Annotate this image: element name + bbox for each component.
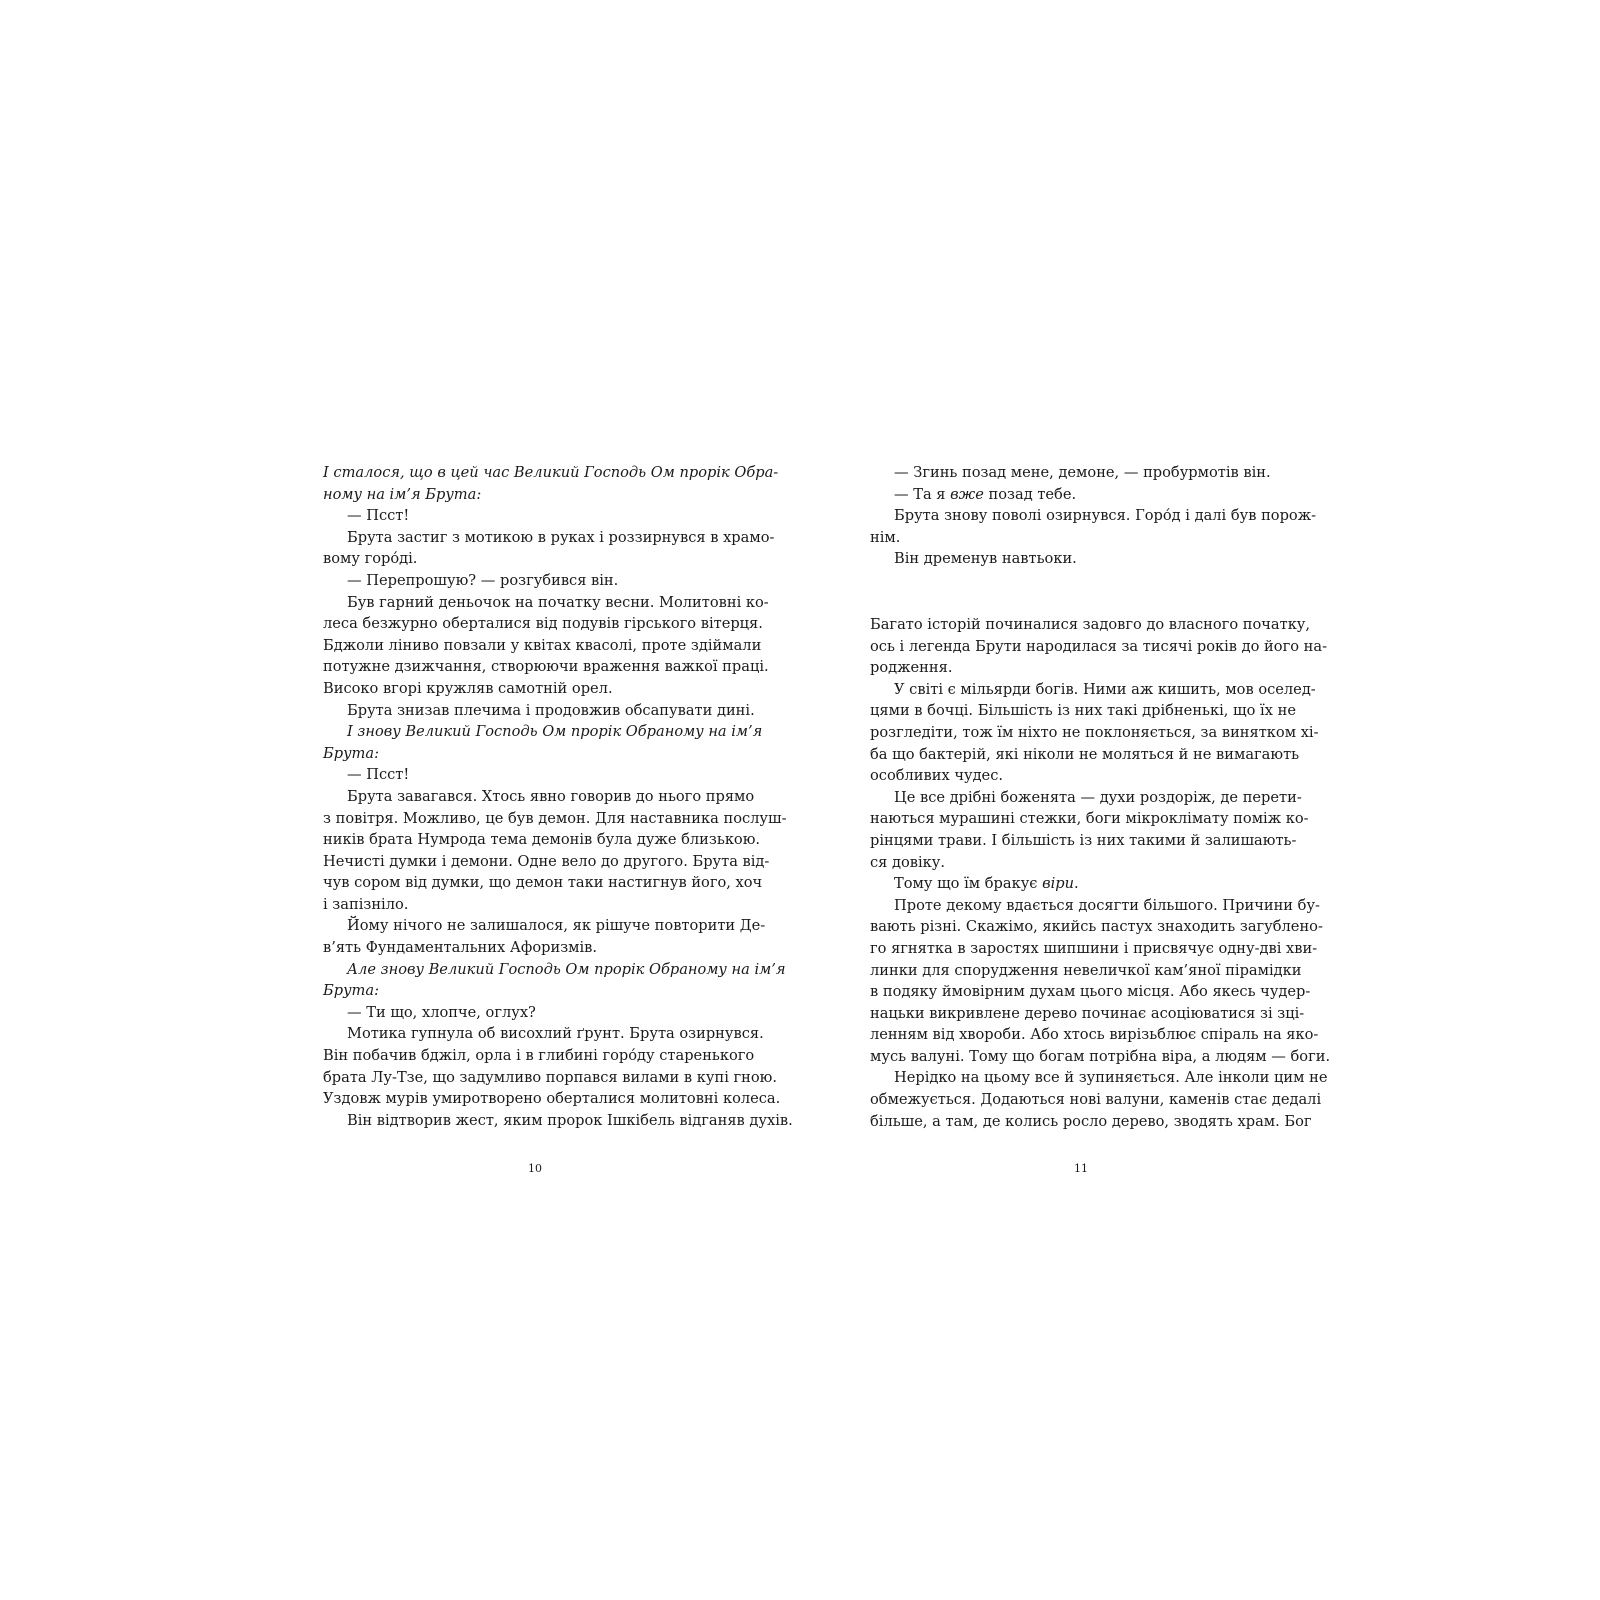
text-line: го ягнятка в заростях шипшини і присвячує одну-дві хви- bbox=[870, 939, 1318, 957]
text-line: Проте декому вдається досягти більшого. Причини бу- bbox=[894, 896, 1320, 914]
text-line: потужне дзижчання, створюючи враження важкої праці. bbox=[323, 658, 769, 676]
text-line: Це все дрібні боженята — духи роздоріж, де перети- bbox=[894, 788, 1302, 806]
text-line: ників брата Нумрода тема демонів була дуже близькою. bbox=[323, 831, 761, 849]
text-line: брата Лу-Тзе, що задумливо порпався вилами в купі гною. bbox=[323, 1068, 778, 1086]
text-line: родження. bbox=[870, 659, 953, 677]
text-line: в’ять Фундаментальних Афоризмів. bbox=[323, 939, 598, 957]
text-line: нацьки викривлене дерево починає асоціюватися зі зці- bbox=[870, 1004, 1305, 1022]
text-line: Брута знизав плечима і продовжив обсапувати дині. bbox=[347, 701, 755, 719]
text-line: вому горо́ді. bbox=[323, 550, 418, 568]
text-line: Був гарний деньочок на початку весни. Молитовні ко- bbox=[347, 593, 769, 611]
page-number-right: 11 bbox=[1074, 1162, 1088, 1175]
right-page-text-top bbox=[870, 462, 1317, 570]
text-line: Тому що їм бракує віри. bbox=[894, 875, 1079, 893]
text-line: нім. bbox=[870, 528, 901, 546]
text-line: — Псст! bbox=[347, 507, 410, 525]
text-line: ся довіку. bbox=[870, 853, 946, 871]
text-line: І сталося, що в цей час Великий Господь Ом прорік Обра- bbox=[323, 464, 779, 481]
text-line: У світі є мільярди богів. Ними аж кишить, мов оселед- bbox=[894, 680, 1316, 698]
text-line: вають різні. Скажімо, якийсь пастух знаходить загублено- bbox=[870, 918, 1323, 936]
text-line: леса безжурно оберталися від подувів гірського вітерця. bbox=[323, 615, 763, 633]
text-line: — Та я вже позад тебе. bbox=[894, 485, 1077, 503]
text-line: Брута застиг з мотикою в руках і роззирнувся в храмо- bbox=[347, 528, 775, 546]
text-line: з повітря. Можливо, це був демон. Для наставника послуш- bbox=[323, 809, 787, 827]
text-line: ленням від хвороби. Або хтось вирізьблює спіраль на яко- bbox=[870, 1026, 1319, 1044]
text-line: більше, а там, де колись росло дерево, зводять храм. Бог bbox=[870, 1112, 1312, 1130]
text-line: Нечисті думки і демони. Одне вело до другого. Брута від- bbox=[323, 852, 770, 870]
text-line: ось і легенда Брути народилася за тисячі років до його на- bbox=[870, 637, 1328, 655]
text-line: мусь валуні. Тому що богам потрібна віра, а людям — боги. bbox=[870, 1047, 1331, 1065]
text-line: розгледіти, тож їм ніхто не поклоняється, за винятком хі- bbox=[870, 723, 1319, 741]
text-line: — Перепрошую? — розгубився він. bbox=[347, 571, 619, 589]
left-page-text bbox=[323, 462, 793, 1131]
text-line: Мотика гупнула об висохлий ґрунт. Брута озирнувся. bbox=[347, 1025, 764, 1043]
text-line: Високо вгорі кружляв самотній орел. bbox=[323, 679, 613, 697]
text-line: рінцями трави. І більшість із них такими й залишають- bbox=[870, 831, 1297, 849]
text-line: ба що бактерій, які ніколи не моляться й не вимагають bbox=[870, 745, 1300, 763]
text-line: ному на ім’я Брута: bbox=[323, 485, 482, 503]
text-line: линки для спорудження невеличкої кам’яної пірамідки bbox=[870, 961, 1302, 979]
text-line: чув сором від думки, що демон таки настигнув його, хоч bbox=[323, 874, 763, 892]
text-line: особливих чудес. bbox=[870, 767, 1004, 785]
text-line: Нерідко на цьому все й зупиняється. Але інколи цим не bbox=[894, 1069, 1328, 1087]
text-line: Він дременув навтьоки. bbox=[894, 550, 1077, 568]
right-page-text-bottom bbox=[870, 614, 1331, 1132]
text-line: обмежується. Додаються нові валуни, каменів стає дедалі bbox=[870, 1091, 1322, 1109]
text-line: Брута завагався. Хтось явно говорив до нього прямо bbox=[347, 787, 755, 805]
text-line: Уздовж мурів умиротворено оберталися молитовні колеса. bbox=[323, 1090, 781, 1108]
text-line: Брута: bbox=[323, 982, 379, 1000]
text-line: Брута: bbox=[323, 744, 379, 762]
text-line: І знову Великий Господь Ом прорік Обраному на ім’я bbox=[347, 723, 763, 741]
text-line: Але знову Великий Господь Ом прорік Обраному на ім’я bbox=[347, 960, 786, 978]
text-line: в подяку ймовірним духам цього місця. Або якесь чудер- bbox=[870, 983, 1311, 1001]
text-line: Він відтворив жест, яким пророк Ішкібель відганяв духів. bbox=[347, 1111, 793, 1129]
text-line: Брута знову поволі озирнувся. Горо́д і далі був порож- bbox=[894, 507, 1317, 525]
text-line: — Псст! bbox=[347, 766, 410, 784]
text-line: Багато історій починалися задовго до власного початку, bbox=[870, 616, 1311, 633]
text-line: і запізніло. bbox=[323, 895, 409, 913]
text-line: — Згинь позад мене, демоне, — пробурмотів він. bbox=[894, 464, 1271, 481]
text-line: Він побачив бджіл, орла і в глибині горо́ду старенького bbox=[323, 1047, 755, 1065]
text-line: Йому нічого не залишалося, як рішуче повторити Де- bbox=[347, 917, 766, 935]
text-line: цями в бочці. Більшість із них такі дрібненькі, що їх не bbox=[870, 702, 1296, 720]
text-line: Бджоли ліниво повзали у квітах квасолі, проте здіймали bbox=[323, 636, 762, 654]
text-line: наються мурашині стежки, боги мікроклімату поміж ко- bbox=[870, 810, 1309, 828]
text-line: — Ти що, хлопче, оглух? bbox=[347, 1003, 536, 1021]
page-number-left: 10 bbox=[528, 1162, 542, 1175]
